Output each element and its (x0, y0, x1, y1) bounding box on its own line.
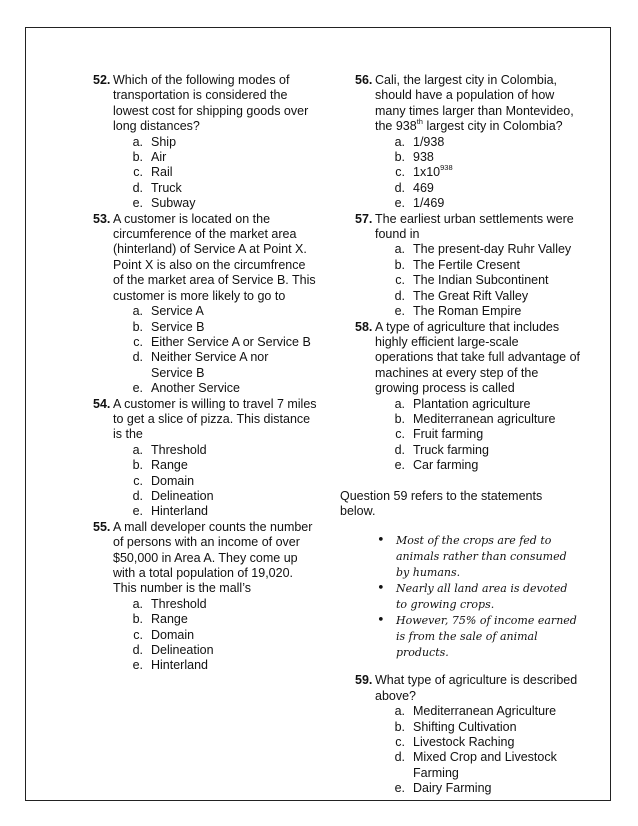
option-letter: e. (132, 196, 143, 211)
option-text: Domain (151, 627, 195, 642)
option-letter: d. (394, 750, 405, 765)
question-57 (340, 212, 580, 320)
option-letter: a. (394, 134, 405, 149)
option-letter: a. (394, 242, 405, 257)
option-text: 938 (413, 150, 434, 165)
option (123, 320, 318, 335)
question-number: 54. (93, 396, 111, 411)
option (385, 258, 580, 273)
option-letter: d. (132, 488, 143, 503)
statement-item: • Most of the crops are fed to animals rather than consumed by humans. (377, 533, 580, 581)
option-text: 469 (413, 180, 434, 195)
option-text: Car farming (413, 458, 479, 473)
option-text: Ship (151, 134, 177, 149)
option (123, 643, 318, 658)
option-letter: a. (394, 396, 405, 411)
option-letter: e. (394, 304, 405, 319)
option (123, 381, 318, 396)
question-number: 53. (93, 211, 111, 226)
option (385, 704, 580, 719)
option (123, 628, 318, 643)
option-text: Delineation (151, 488, 214, 503)
question-52 (93, 73, 318, 212)
option-letter: c. (133, 334, 143, 349)
option-text: Threshold (151, 596, 207, 611)
option-text: Fruit farming (413, 427, 484, 442)
option (385, 720, 580, 735)
exponent: 938 (440, 163, 453, 173)
option (123, 150, 318, 165)
option-letter: e. (132, 658, 143, 673)
answer-options (113, 135, 318, 212)
option (385, 135, 580, 150)
option (123, 165, 318, 180)
option (385, 150, 580, 165)
option (385, 181, 580, 196)
option (385, 750, 580, 781)
option-letter: b. (132, 150, 143, 165)
option-letter: d. (132, 350, 143, 365)
option (123, 196, 318, 211)
question-58 (340, 320, 580, 474)
option-text: Neither Service A nor Service B (151, 350, 269, 380)
option (385, 735, 580, 750)
option (123, 474, 318, 489)
question-54 (93, 397, 318, 520)
option (385, 458, 580, 473)
option-letter: b. (394, 411, 405, 426)
option-text: The present-day Ruhr Valley (413, 242, 572, 257)
option-text: Mediterranean Agriculture (413, 704, 557, 719)
question-59 (340, 673, 580, 796)
option (385, 242, 580, 257)
option (385, 289, 580, 304)
option-letter: b. (394, 257, 405, 272)
option-text: Hinterland (151, 658, 208, 673)
option-text: The Roman Empire (413, 304, 522, 319)
right-column (340, 73, 580, 797)
question-text-part: largest city in Colombia? (422, 119, 563, 134)
option-text: 1/938 (413, 134, 445, 149)
option-letter: c. (395, 165, 405, 180)
option-letter: e. (394, 196, 405, 211)
option-text: Air (151, 150, 167, 165)
question-number: 56. (355, 73, 373, 87)
option-letter: d. (394, 442, 405, 457)
option-text: Hinterland (151, 504, 208, 519)
option (123, 304, 318, 319)
option (385, 196, 580, 211)
question-55 (93, 520, 318, 674)
statement-item: • Nearly all land area is devoted to growing crops. (377, 581, 580, 613)
option (123, 504, 318, 519)
option-letter: d. (132, 180, 143, 195)
option (123, 443, 318, 458)
option-text: Service A (151, 304, 204, 319)
option-text: Rail (151, 165, 173, 180)
option-text: The Great Rift Valley (413, 288, 529, 303)
question-number: 57. (355, 211, 373, 226)
option (123, 597, 318, 612)
option-letter: b. (132, 612, 143, 627)
option-text: Service B (151, 319, 205, 334)
option (123, 458, 318, 473)
ordinal-suffix: th (416, 117, 423, 127)
option-text: Range (151, 612, 188, 627)
answer-options (113, 597, 318, 674)
answer-options (375, 397, 580, 474)
option-letter: b. (394, 719, 405, 734)
option-text: 1x10 (413, 165, 441, 180)
question-text: A customer is willing to travel 7 miles to get a slice of pizza. This distance is the (113, 396, 317, 442)
question-text: A mall developer counts the number of persons with an income of over $50,000 in Area A. They come up with a total population of 19,020. This number is the mall’s (113, 519, 313, 596)
option-letter: c. (133, 627, 143, 642)
question-number: 59. (355, 673, 373, 688)
option-text: Plantation agriculture (413, 396, 531, 411)
question-text: A type of agriculture that includes highly efficient large-scale operations that take full advantage of machines at every step of the growing process is called (375, 319, 581, 396)
option-letter: c. (395, 273, 405, 288)
option-text: Truck farming (413, 442, 489, 457)
option-text: Mediterranean agriculture (413, 411, 556, 426)
option-text: The Indian Subcontinent (413, 273, 549, 288)
question-59-intro: Question 59 refers to the statements below. (340, 488, 543, 518)
option-text: Threshold (151, 442, 207, 457)
option (123, 658, 318, 673)
option-letter: e. (132, 381, 143, 396)
option-text: Truck (151, 180, 182, 195)
option-letter: d. (394, 180, 405, 195)
option (385, 781, 580, 796)
question-number: 52. (93, 73, 111, 87)
option (385, 273, 580, 288)
option-letter: a. (132, 134, 143, 149)
option (123, 350, 303, 381)
answer-options (375, 135, 580, 212)
question-56 (340, 73, 580, 212)
option-letter: e. (394, 458, 405, 473)
option-letter: e. (394, 781, 405, 796)
question-text-part: Cali, the largest city in Colombia, should have a population of how many times larger than Montevideo, the 938 (375, 73, 574, 134)
option-letter: d. (132, 643, 143, 658)
option-letter: d. (394, 288, 405, 303)
answer-options (375, 704, 580, 796)
option-letter: c. (395, 735, 405, 749)
option-text: Livestock Raching (413, 735, 515, 749)
option-text: Delineation (151, 643, 214, 658)
answer-options (113, 443, 318, 520)
statement-list (340, 533, 580, 661)
option-letter: a. (132, 442, 143, 457)
option (123, 612, 318, 627)
question-text: A customer is located on the circumference of the market area (hinterland) of Service A at Point X. Point X is also on the circumfrence of the market area of Service B. This customer is more likely to go to (113, 211, 316, 303)
option-letter: a. (132, 304, 143, 319)
option-text: Range (151, 458, 188, 473)
option-text: Subway (151, 196, 196, 211)
option-text: Mixed Crop and Livestock Farming (413, 750, 557, 780)
option-text: Dairy Farming (413, 781, 492, 796)
question-text: The earliest urban settlements were found in (375, 211, 574, 242)
option (123, 335, 318, 350)
question-text: Which of the following modes of transportation is considered the lowest cost for shipping goods over long distances? (113, 73, 309, 134)
left-column (93, 73, 318, 674)
option (385, 443, 580, 458)
option-letter: a. (132, 596, 143, 611)
option-letter: c. (133, 473, 143, 488)
option (385, 412, 580, 427)
option-letter: b. (132, 458, 143, 473)
option (385, 397, 580, 412)
option-letter: a. (394, 704, 405, 719)
option (385, 165, 580, 180)
option-text: Shifting Cultivation (413, 719, 517, 734)
answer-options (113, 304, 318, 396)
option-letter: b. (132, 319, 143, 334)
question-text (375, 73, 580, 135)
option-letter: c. (133, 165, 143, 180)
option-letter: c. (395, 427, 405, 442)
statement-item: • However, 75% of income earned is from the sale of animal products. (377, 613, 580, 661)
option-text: Another Service (151, 381, 240, 396)
answer-options (375, 242, 580, 319)
option-letter: e. (132, 504, 143, 519)
question-number: 58. (355, 319, 373, 334)
option-text: Either Service A or Service B (151, 334, 311, 349)
question-text: What type of agriculture is described above? (375, 673, 578, 703)
option-text: The Fertile Cresent (413, 257, 520, 272)
option-text: 1/469 (413, 196, 445, 211)
question-53 (93, 212, 318, 397)
option (385, 427, 580, 442)
option-letter: b. (394, 150, 405, 165)
option (123, 181, 318, 196)
option (385, 304, 580, 319)
option (123, 489, 318, 504)
option (123, 135, 318, 150)
question-number: 55. (93, 519, 111, 534)
option-text: Domain (151, 473, 195, 488)
